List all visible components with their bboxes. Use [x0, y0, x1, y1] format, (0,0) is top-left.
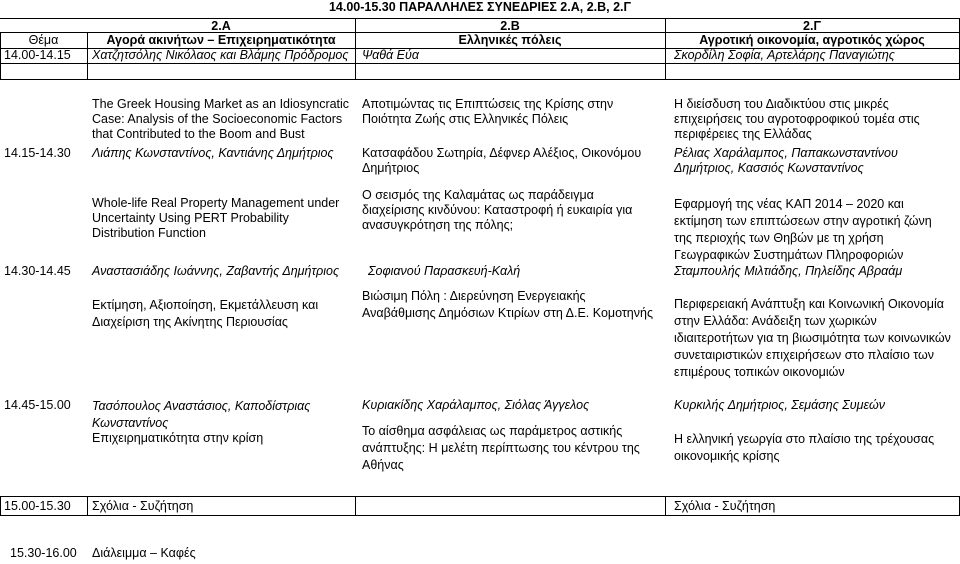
authors-c-4: Κυρκιλής Δημήτριος, Σεμάσης Συμεών: [674, 398, 885, 412]
paper-title-a-2: Whole-life Real Property Management under Uncertainty Using PERT Probability Distribution Function: [92, 196, 340, 240]
theme-a: Αγορά ακινήτων – Επιχειρηματικότητα: [106, 33, 336, 47]
paper-title-b-1: Αποτιμώντας τις Επιπτώσεις της Κρίσης στην Ποιότητα Ζωής στις Ελληνικές Πόλεις: [362, 97, 614, 126]
page-title: 14.00-15.30 ΠΑΡΑΛΛΗΛΕΣ ΣΥΝΕΔΡΙΕΣ 2.Α, 2.Β, 2.Γ: [328, 0, 632, 14]
authors-a-2: Λιάπης Κωνσταντίνος, Καντιάνης Δημήτριος: [92, 146, 334, 160]
discussion-a: Σχόλια - Συζήτηση: [92, 499, 194, 513]
theme-b: Ελληνικές πόλεις: [458, 33, 562, 47]
chairs-c: Σκορδίλη Σοφία, Αρτελάρης Παναγιώτης: [674, 48, 895, 62]
paper-title-c-4: Η ελληνική γεωργία στο πλαίσιο της τρέχουσας οικονομικής κρίσης: [674, 432, 935, 463]
paper-title-b-4: Το αίσθημα ασφάλειας ως παράμετρος αστικής ανάπτυξης: Η μελέτη περίπτωσης του κέντρου της Αθήνας: [362, 424, 640, 472]
time-slot-4: 14.45-15.00: [4, 398, 71, 412]
authors-c-2: Ρέλιας Χαράλαμπος, Παπακωνσταντίνου Δημήτριος, Κασσιός Κωνσταντίνος: [674, 146, 898, 175]
paper-title-a-3: Εκτίμηση, Αξιοποίηση, Εκμετάλλευση και Διαχείριση της Ακίνητης Περιουσίας: [92, 298, 319, 329]
chairs-b: Ψαθά Εύα: [362, 48, 419, 62]
paper-title-a-4: Επιχειρηματικότητα στην κρίση: [92, 431, 264, 445]
authors-c-3: Σταμπουλής Μιλτιάδης, Πηλείδης Αβραάμ: [674, 264, 903, 278]
break-label: Διάλειμμα – Καφές: [92, 546, 196, 560]
discussion-c: Σχόλια - Συζήτηση: [674, 499, 776, 513]
authors-a-4: Τασόπουλος Αναστάσιος, Καποδίστριας Κωνσταντίνος: [92, 399, 311, 430]
chairs-time: 14.00-14.15: [4, 48, 71, 62]
paper-title-c-1: Η διείσδυση του Διαδικτύου στις μικρές επιχειρήσεις του αγροτοφροφικού τομέα στις περιφέρειες της Ελλάδας: [674, 97, 920, 141]
session-code-b: 2.Β: [500, 19, 520, 33]
paper-title-c-3: Περιφερειακή Ανάπτυξη και Κοινωνική Οικονομία στην Ελλάδα: Ανάδειξη των χωρικών ιδιαιτεροτήτων για τη βιωσιμότητα των κοινωνικών συνεταιριστικών επιχειρήσεων στο πλαίσιο των επιμέρους τοπικών οικονομιών: [674, 297, 951, 379]
theme-label: Θέμα: [28, 33, 59, 47]
authors-b-2: Κατσαφάδου Σωτηρία, Δέφνερ Αλέξιος, Οικονόμου Δημήτριος: [362, 146, 642, 175]
paper-title-b-2: Ο σεισμός της Καλαμάτας ως παράδειγμα διαχείρισης κινδύνου: Καταστροφή ή ευκαιρία για ανασυγκρότηση της πόλης;: [362, 188, 633, 232]
time-slot-2: 14.15-14.30: [4, 146, 71, 160]
paper-title-c-2: Εφαρμογή της νέας ΚΑΠ 2014 – 2020 και εκτίμηση των επιπτώσεων στην αγροτική ζώνη της περιοχής των Θηβών με τη χρήση Γεωγραφικών Συστημάτων Πληροφοριών: [674, 197, 932, 262]
theme-c: Αγροτική οικονομία, αγροτικός χώρος: [699, 33, 925, 47]
paper-title-a-1: The Greek Housing Market as an Idiosyncratic Case: Analysis of the Socioeconomic Factors that Contributed to the Boom and Bust: [92, 97, 350, 141]
break-time: 15.30-16.00: [10, 546, 77, 560]
session-code-c: 2.Γ: [803, 19, 821, 33]
authors-a-3: Αναστασιάδης Ιωάννης, Ζαβαντής Δημήτριος: [92, 264, 340, 278]
authors-b-3: Σοφιανού Παρασκευή-Καλή: [368, 264, 521, 278]
discussion-time: 15.00-15.30: [4, 499, 71, 513]
session-code-a: 2.Α: [211, 19, 231, 33]
chairs-a: Χατζητσόλης Νικόλαος και Βλάμης Πρόδρομος: [92, 48, 349, 62]
authors-b-4: Κυριακίδης Χαράλαμπος, Σιόλας Άγγελος: [362, 398, 590, 412]
time-slot-3: 14.30-14.45: [4, 264, 71, 278]
paper-title-b-3: Βιώσιμη Πόλη : Διερεύνηση Ενεργειακής Αναβάθμισης Δημόσιων Κτιρίων στη Δ.Ε. Κομοτηνής: [362, 289, 653, 320]
